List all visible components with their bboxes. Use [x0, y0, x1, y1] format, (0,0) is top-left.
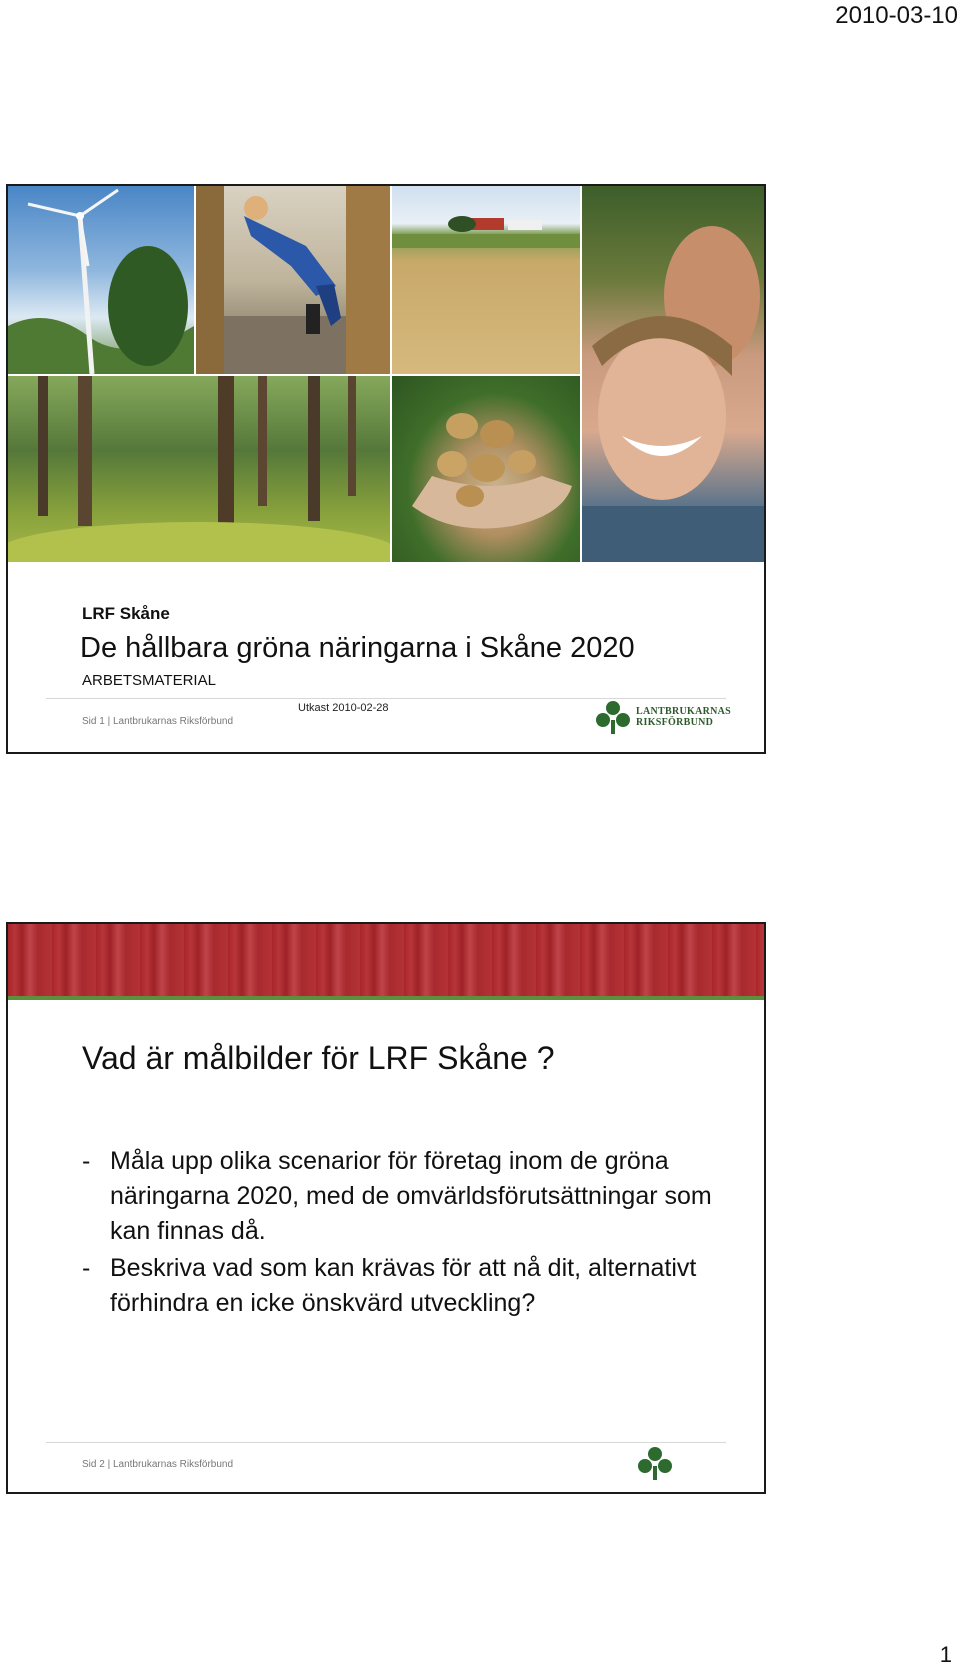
- logo-text-line1: LANTBRUKARNAS: [636, 706, 732, 717]
- field-photo: [392, 186, 580, 374]
- slide-title: Vad är målbilder för LRF Skåne ?: [82, 1040, 555, 1076]
- footer-divider: [46, 698, 726, 699]
- lrf-logo: [636, 1446, 674, 1480]
- lrf-clover-logo-icon: [594, 700, 632, 734]
- lrf-clover-logo-icon: [636, 1446, 674, 1480]
- bullet-text: Måla upp olika scenarior för företag inom de gröna näringarna 2020, med de omvärldsförutsättningar som kan finnas då.: [110, 1147, 712, 1245]
- list-item: [82, 1251, 722, 1321]
- slide-footer: Sid 2 | Lantbrukarnas Riksförbund: [82, 1459, 234, 1470]
- worker-photo: [196, 186, 390, 374]
- forest-photo: [8, 376, 390, 562]
- print-date: 2010-03-10: [835, 2, 958, 29]
- slide-footer: Sid 1 | Lantbrukarnas Riksförbund: [82, 716, 234, 727]
- bullet-list: [82, 1144, 722, 1323]
- footer-divider: [46, 1442, 726, 1443]
- couple-photo: [582, 186, 764, 562]
- red-wood-banner: [8, 924, 764, 1000]
- list-item: [82, 1144, 722, 1249]
- bullet-marker: -: [82, 1254, 91, 1282]
- slide-1: [6, 184, 766, 754]
- slide-subtitle: ARBETSMATERIAL: [82, 672, 216, 689]
- logo-text-line2: RIKSFÖRBUND: [636, 717, 714, 728]
- slide-2: [6, 922, 766, 1494]
- bullet-marker: -: [82, 1147, 91, 1175]
- page-number: 1: [939, 1642, 952, 1667]
- slide-title: De hållbara gröna näringarna i Skåne 2020: [80, 632, 635, 664]
- photo-collage: [8, 186, 764, 562]
- wind-turbine-photo: [8, 186, 194, 374]
- potatoes-photo: [392, 376, 580, 562]
- draft-label: Utkast 2010-02-28: [298, 702, 389, 714]
- lrf-logo: [594, 700, 731, 734]
- bullet-text: Beskriva vad som kan krävas för att nå dit, alternativt förhindra en icke önskvärd utveckling?: [110, 1254, 697, 1317]
- organization-label: LRF Skåne: [82, 604, 170, 623]
